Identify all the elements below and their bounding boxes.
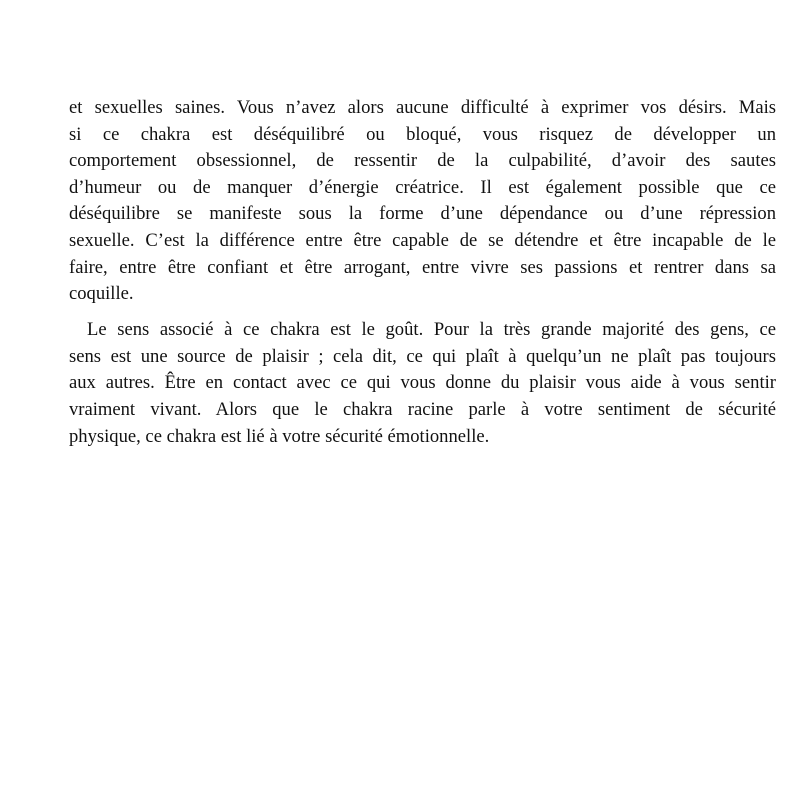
text-line: coquille.	[69, 283, 134, 305]
text-line: déséquilibre se manifeste sous la forme d’une dépendance ou d’une répression	[69, 203, 776, 225]
text-line: faire, entre être confiant et être arrogant, entre vivre ses passions et rentrer dans sa	[69, 256, 776, 278]
text-line: d’humeur ou de manquer d’énergie créatrice. Il est également possible que ce	[69, 176, 776, 198]
text-line: sexuelle. C’est la différence entre être capable de se détendre et être incapable de le	[69, 229, 776, 251]
text-line: aux autres. Être en contact avec ce qui vous donne du plaisir vous aide à vous sentir	[69, 372, 776, 394]
text-line: comportement obsessionnel, de ressentir de la culpabilité, d’avoir des sautes	[69, 150, 776, 172]
paragraph-2	[69, 317, 776, 450]
text-line: et sexuelles saines. Vous n’avez alors aucune difficulté à exprimer vos désirs. Mais	[69, 97, 776, 118]
document-body	[69, 95, 776, 450]
text-line: Le sens associé à ce chakra est le goût. Pour la très grande majorité des gens, ce	[87, 319, 776, 341]
text-line: vraiment vivant. Alors que le chakra racine parle à votre sentiment de sécurité	[69, 399, 776, 421]
text-line: physique, ce chakra est lié à votre sécurité émotionnelle.	[69, 425, 490, 447]
text-line: sens est une source de plaisir ; cela dit, ce qui plaît à quelqu’un ne plaît pas toujours	[69, 345, 776, 367]
text-line: si ce chakra est déséquilibré ou bloqué, vous risquez de développer un	[69, 123, 776, 145]
paragraph-1	[69, 95, 776, 308]
